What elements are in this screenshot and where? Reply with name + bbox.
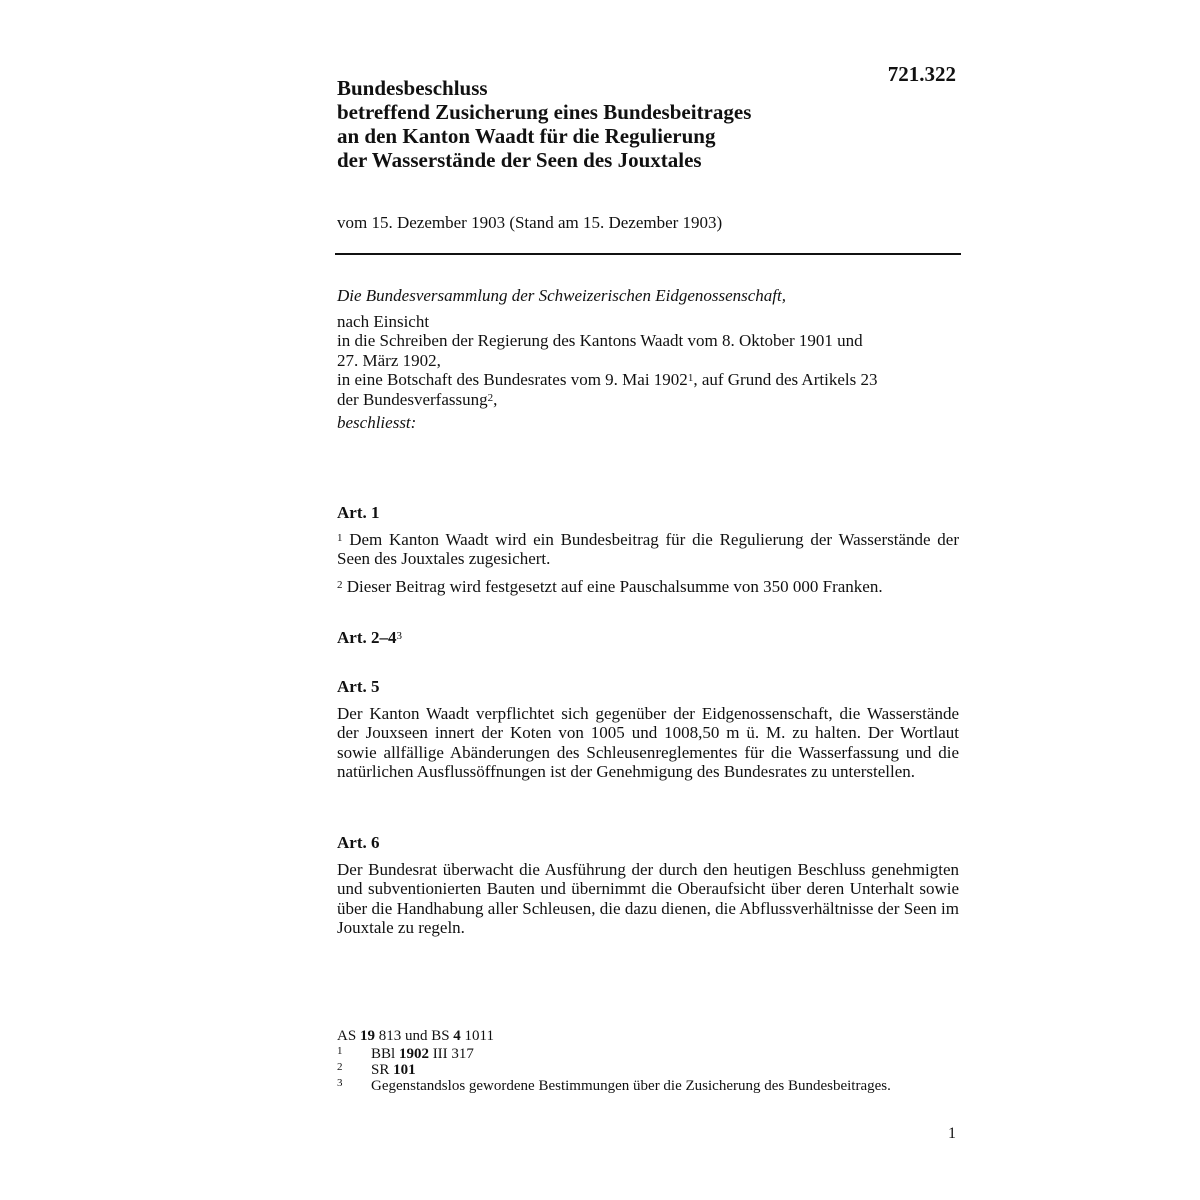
preamble-text: der Bundesverfassung (337, 389, 488, 409)
footnote-text-part: III 317 (428, 1046, 474, 1062)
footnote-text (371, 1078, 891, 1094)
footnote-bold: 1902 (398, 1046, 429, 1062)
footnote-ref[interactable]: 1 (687, 372, 694, 384)
preamble-line: nach Einsicht (337, 311, 430, 331)
footnote-text (371, 1046, 474, 1062)
preamble-text: , (493, 389, 498, 409)
footnote-text-part: Gegenstandslos gewordene Bestimmungen über die Zusicherung des Bundesbeitrages. (371, 1078, 891, 1094)
footnote-text (371, 1062, 416, 1078)
paragraph-number: 1 (337, 531, 343, 544)
preamble-body (337, 312, 959, 410)
sr-number: 721.322 (887, 62, 956, 86)
article-heading: Art. 1 (337, 503, 380, 522)
footnote-text-part: BBl (371, 1046, 399, 1062)
title-line: betreffend Zusicherung eines Bundesbeitrages (337, 100, 752, 124)
document-title (337, 76, 897, 172)
footnote-item (337, 1062, 959, 1078)
footnote-item (337, 1078, 959, 1094)
preamble-text: , auf Grund des Artikels 23 (693, 370, 878, 389)
footnote-ref[interactable]: 2 (487, 391, 494, 404)
preamble-line: 27. März 1902, (337, 350, 441, 370)
title-line: der Wasserstände der Seen des Jouxtales (337, 148, 702, 172)
footnote-text-part: SR (371, 1062, 394, 1078)
article-paragraph: Der Bundesrat überwacht die Ausführung der durch den heutigen Beschluss genehmigten und subventionierten Bauten und übernimmt die Oberaufsicht über deren Unterhalt sowie über die Handhabung aller Schleusen, die dazu dienen, die Abflussverhältnisse der Seen im Jouxtale zu regeln. (337, 859, 959, 937)
source-volume: 4 (453, 1028, 461, 1044)
article-paragraph (337, 530, 959, 569)
article-6 (337, 833, 959, 946)
page-number: 1 (948, 1125, 956, 1142)
source-text: 1011 (460, 1028, 494, 1044)
paragraph-text: Dieser Beitrag wird festgesetzt auf eine Pauschalsumme von 350 000 Franken. (342, 576, 883, 596)
preamble-line (337, 370, 959, 390)
article-heading-text: Art. 2–4 (337, 628, 397, 647)
footnote-ref[interactable]: 3 (396, 630, 402, 642)
article-1 (337, 503, 959, 604)
footnotes (337, 1028, 959, 1094)
paragraph-text: Dem Kanton Waadt wird ein Bundesbeitrag für die Regulierung der Wasserstände der Seen des Jouxtales zugesichert. (337, 529, 959, 568)
article-heading: Art. 6 (337, 833, 380, 852)
preamble-text: in eine Botschaft des Bundesrates vom 9. Mai 1902 (337, 370, 688, 389)
article-paragraph: Der Kanton Waadt verpflichtet sich gegenüber der Eidgenossenschaft, die Wasserstände der Jouxseen innert der Koten von 1005 und 1008,50 m ü. M. zu halten. Der Wortlaut sowie allfällige Abänderungen des Schleusenreglementes für die Wasserfassung und die natürlichen Ausflussöffnungen ist der Genehmigung des Bundesrates zu unterstellen. (337, 703, 959, 781)
article-5 (337, 677, 959, 790)
source-reference (337, 1028, 959, 1044)
preamble-assembly: Die Bundesversammlung der Schweizerischen Eidgenossenschaft, (337, 286, 786, 305)
article-paragraph (337, 577, 959, 597)
footnote-number: 3 (337, 1077, 343, 1089)
title-line: an den Kanton Waadt für die Regulierung (337, 124, 716, 148)
footnote-number: 1 (337, 1045, 343, 1057)
preamble-line (337, 390, 959, 410)
paragraph-number: 2 (337, 578, 343, 591)
source-volume: 19 (359, 1028, 375, 1044)
title-line: Bundesbeschluss (337, 76, 488, 100)
horizontal-rule (335, 253, 961, 255)
preamble-conclusion: beschliesst: (337, 413, 417, 432)
source-text: AS (337, 1028, 360, 1044)
article-2-4 (337, 628, 959, 655)
source-text: 813 und BS (374, 1028, 454, 1044)
footnote-number: 2 (337, 1061, 343, 1073)
preamble (337, 286, 959, 433)
footnote-item (337, 1046, 959, 1062)
article-heading (337, 628, 959, 648)
footnote-bold: 101 (393, 1062, 416, 1078)
date-line: vom 15. Dezember 1903 (Stand am 15. Dezember 1903) (337, 213, 723, 232)
article-heading: Art. 5 (337, 677, 380, 696)
preamble-line: in die Schreiben der Regierung des Kantons Waadt vom 8. Oktober 1901 und (337, 331, 863, 350)
